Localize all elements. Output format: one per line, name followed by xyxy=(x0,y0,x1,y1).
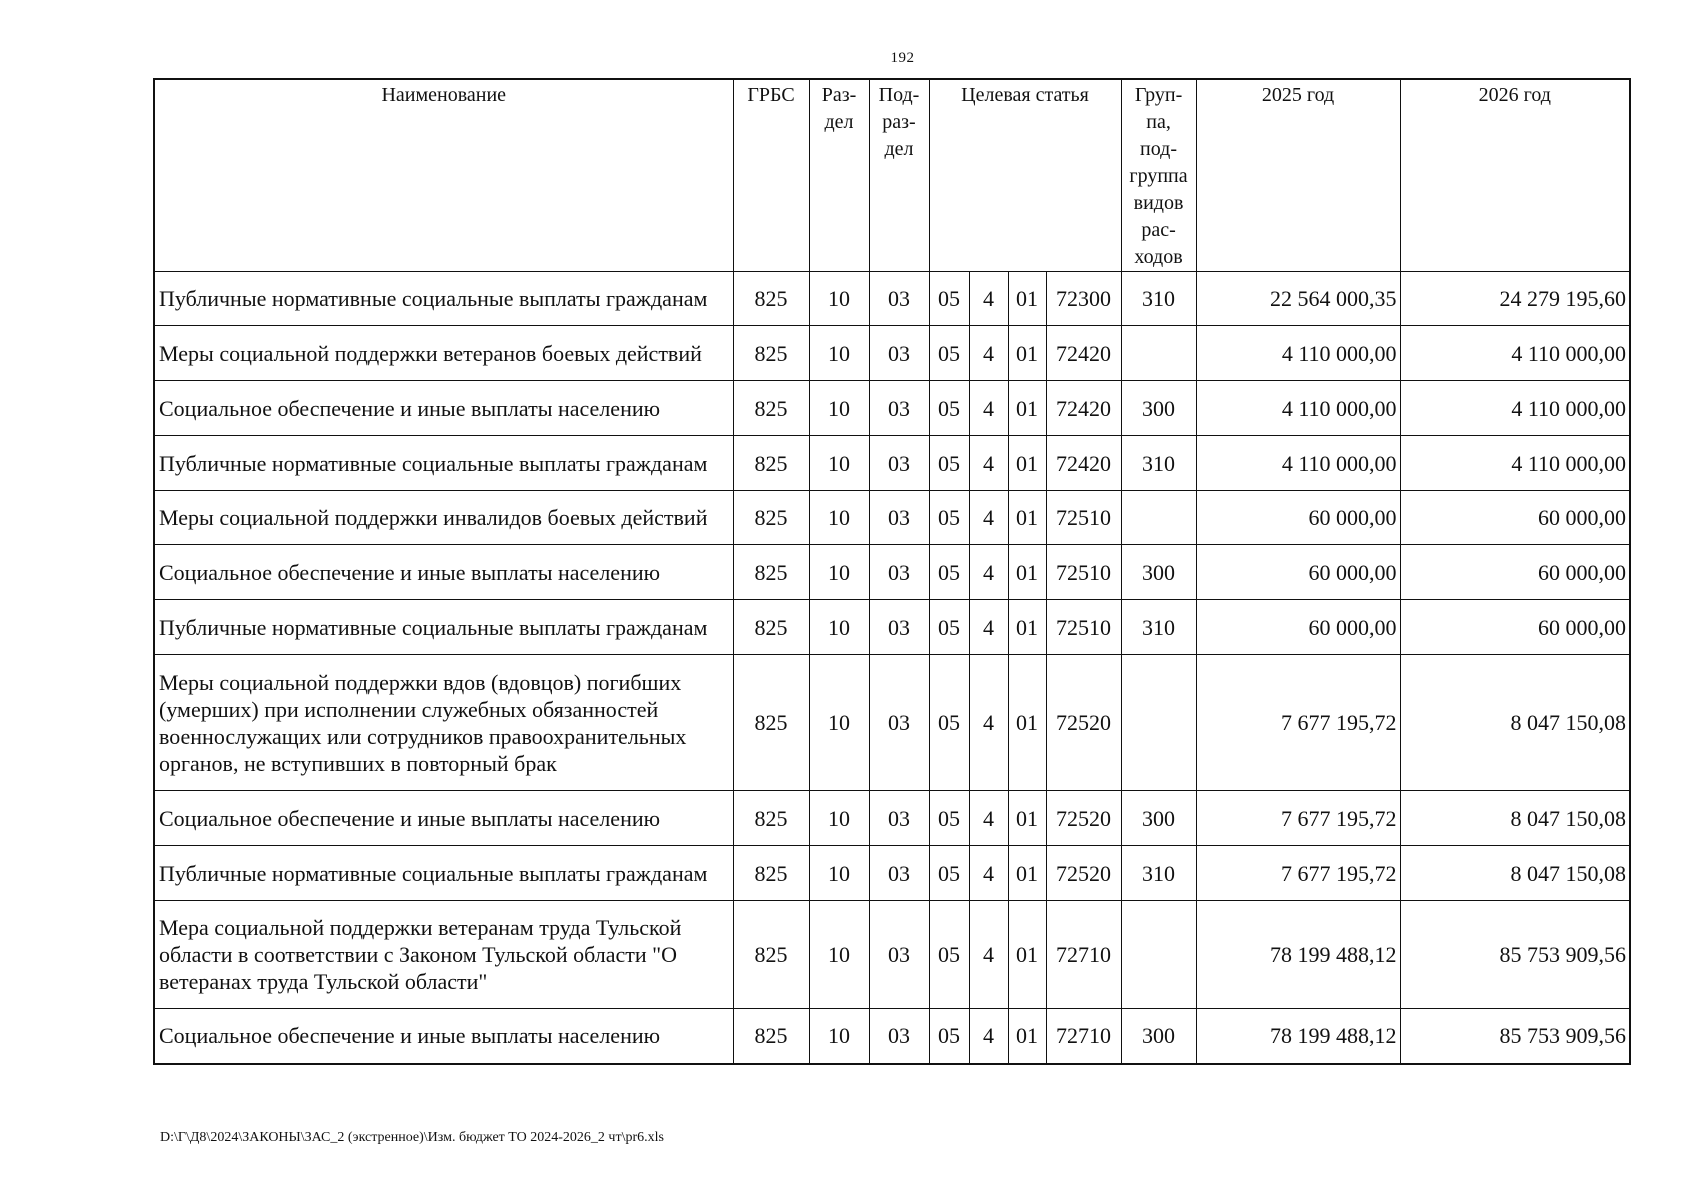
row-amount-2025-cell: 4 110 000,00 xyxy=(1196,326,1400,381)
header-gruppa-vidov-rashodov: Груп- па, под- группа видов рас- ходов xyxy=(1121,79,1196,272)
row-celevaya-part3-cell: 01 xyxy=(1008,491,1046,545)
row-celevaya-part1-cell: 05 xyxy=(929,491,969,545)
row-grbs-cell: 825 xyxy=(733,491,809,545)
row-podrazdel-cell: 03 xyxy=(869,491,929,545)
row-grbs-cell: 825 xyxy=(733,1009,809,1064)
row-celevaya-part4-cell: 72420 xyxy=(1046,436,1121,491)
table-body xyxy=(154,272,1630,1064)
row-grbs-cell: 825 xyxy=(733,846,809,901)
row-gruppa-cell: 310 xyxy=(1121,272,1196,326)
row-razdel-cell: 10 xyxy=(809,791,869,846)
row-razdel-cell: 10 xyxy=(809,436,869,491)
row-grbs-cell: 825 xyxy=(733,600,809,655)
row-celevaya-part3-cell: 01 xyxy=(1008,600,1046,655)
row-razdel-cell: 10 xyxy=(809,600,869,655)
row-gruppa-cell: 300 xyxy=(1121,791,1196,846)
row-celevaya-part4-cell: 72300 xyxy=(1046,272,1121,326)
row-celevaya-part3-cell: 01 xyxy=(1008,381,1046,436)
row-razdel-cell: 10 xyxy=(809,326,869,381)
row-celevaya-part1-cell: 05 xyxy=(929,272,969,326)
row-celevaya-part4-cell: 72420 xyxy=(1046,381,1121,436)
row-amount-2025-cell: 60 000,00 xyxy=(1196,600,1400,655)
row-amount-2025-cell: 7 677 195,72 xyxy=(1196,791,1400,846)
row-amount-2026-cell: 8 047 150,08 xyxy=(1400,846,1630,901)
row-celevaya-part4-cell: 72510 xyxy=(1046,600,1121,655)
row-amount-2025-cell: 7 677 195,72 xyxy=(1196,846,1400,901)
row-razdel-cell: 10 xyxy=(809,1009,869,1064)
row-grbs-cell: 825 xyxy=(733,545,809,600)
row-podrazdel-cell: 03 xyxy=(869,846,929,901)
page-number: 192 xyxy=(890,50,915,66)
row-podrazdel-cell: 03 xyxy=(869,655,929,791)
row-amount-2026-cell: 85 753 909,56 xyxy=(1400,901,1630,1009)
row-podrazdel-cell: 03 xyxy=(869,901,929,1009)
row-celevaya-part4-cell: 72710 xyxy=(1046,901,1121,1009)
row-gruppa-cell xyxy=(1121,326,1196,381)
row-razdel-cell: 10 xyxy=(809,901,869,1009)
row-amount-2025-cell: 60 000,00 xyxy=(1196,491,1400,545)
row-celevaya-part3-cell: 01 xyxy=(1008,1009,1046,1064)
row-celevaya-part1-cell: 05 xyxy=(929,791,969,846)
row-gruppa-cell: 310 xyxy=(1121,436,1196,491)
row-celevaya-part1-cell: 05 xyxy=(929,1009,969,1064)
row-celevaya-part1-cell: 05 xyxy=(929,326,969,381)
row-celevaya-part2-cell: 4 xyxy=(969,436,1008,491)
table-row xyxy=(154,1009,1630,1064)
row-gruppa-cell: 310 xyxy=(1121,846,1196,901)
row-amount-2026-cell: 85 753 909,56 xyxy=(1400,1009,1630,1064)
row-podrazdel-cell: 03 xyxy=(869,272,929,326)
row-razdel-cell: 10 xyxy=(809,545,869,600)
row-celevaya-part1-cell: 05 xyxy=(929,901,969,1009)
footer-file-path: D:\Г\Д8\2024\ЗАКОНЫ\ЗАС_2 (экстренное)\Изм. бюджет ТО 2024-2026_2 чт\pr6.xls xyxy=(160,1130,664,1145)
row-celevaya-part2-cell: 4 xyxy=(969,381,1008,436)
header-razdel: Раз- дел xyxy=(809,79,869,272)
header-year-2025: 2025 год xyxy=(1196,79,1400,272)
row-podrazdel-cell: 03 xyxy=(869,545,929,600)
row-amount-2026-cell: 24 279 195,60 xyxy=(1400,272,1630,326)
row-amount-2026-cell: 4 110 000,00 xyxy=(1400,436,1630,491)
row-celevaya-part4-cell: 72520 xyxy=(1046,655,1121,791)
row-amount-2025-cell: 60 000,00 xyxy=(1196,545,1400,600)
row-amount-2026-cell: 60 000,00 xyxy=(1400,600,1630,655)
row-amount-2025-cell: 78 199 488,12 xyxy=(1196,1009,1400,1064)
row-celevaya-part3-cell: 01 xyxy=(1008,326,1046,381)
table-row xyxy=(154,791,1630,846)
row-razdel-cell: 10 xyxy=(809,491,869,545)
table-header-row xyxy=(154,79,1630,272)
row-celevaya-part1-cell: 05 xyxy=(929,655,969,791)
table-row xyxy=(154,436,1630,491)
row-amount-2026-cell: 4 110 000,00 xyxy=(1400,326,1630,381)
header-podrazdel: Под- раз- дел xyxy=(869,79,929,272)
row-name-cell: Публичные нормативные социальные выплаты гражданам xyxy=(154,600,733,655)
table-row xyxy=(154,655,1630,791)
row-razdel-cell: 10 xyxy=(809,272,869,326)
row-celevaya-part3-cell: 01 xyxy=(1008,436,1046,491)
table-row xyxy=(154,846,1630,901)
row-podrazdel-cell: 03 xyxy=(869,381,929,436)
row-podrazdel-cell: 03 xyxy=(869,436,929,491)
row-amount-2026-cell: 4 110 000,00 xyxy=(1400,381,1630,436)
row-name-cell: Меры социальной поддержки инвалидов боевых действий xyxy=(154,491,733,545)
row-grbs-cell: 825 xyxy=(733,326,809,381)
row-celevaya-part2-cell: 4 xyxy=(969,655,1008,791)
row-gruppa-cell xyxy=(1121,491,1196,545)
row-amount-2025-cell: 22 564 000,35 xyxy=(1196,272,1400,326)
row-celevaya-part1-cell: 05 xyxy=(929,436,969,491)
row-celevaya-part3-cell: 01 xyxy=(1008,272,1046,326)
row-amount-2025-cell: 7 677 195,72 xyxy=(1196,655,1400,791)
row-celevaya-part2-cell: 4 xyxy=(969,326,1008,381)
row-name-cell: Публичные нормативные социальные выплаты гражданам xyxy=(154,436,733,491)
row-amount-2026-cell: 60 000,00 xyxy=(1400,545,1630,600)
table-row xyxy=(154,272,1630,326)
header-year-2026: 2026 год xyxy=(1400,79,1630,272)
row-razdel-cell: 10 xyxy=(809,655,869,791)
row-celevaya-part3-cell: 01 xyxy=(1008,545,1046,600)
row-celevaya-part2-cell: 4 xyxy=(969,791,1008,846)
row-razdel-cell: 10 xyxy=(809,846,869,901)
row-grbs-cell: 825 xyxy=(733,436,809,491)
row-grbs-cell: 825 xyxy=(733,901,809,1009)
row-name-cell: Социальное обеспечение и иные выплаты населению xyxy=(154,1009,733,1064)
row-celevaya-part4-cell: 72510 xyxy=(1046,491,1121,545)
table-row xyxy=(154,326,1630,381)
row-amount-2025-cell: 4 110 000,00 xyxy=(1196,436,1400,491)
row-celevaya-part1-cell: 05 xyxy=(929,381,969,436)
row-amount-2026-cell: 8 047 150,08 xyxy=(1400,791,1630,846)
row-amount-2025-cell: 4 110 000,00 xyxy=(1196,381,1400,436)
row-gruppa-cell: 310 xyxy=(1121,600,1196,655)
table-row xyxy=(154,600,1630,655)
row-razdel-cell: 10 xyxy=(809,381,869,436)
row-celevaya-part1-cell: 05 xyxy=(929,545,969,600)
row-celevaya-part2-cell: 4 xyxy=(969,545,1008,600)
row-celevaya-part2-cell: 4 xyxy=(969,600,1008,655)
row-celevaya-part1-cell: 05 xyxy=(929,600,969,655)
row-celevaya-part4-cell: 72710 xyxy=(1046,1009,1121,1064)
row-amount-2025-cell: 78 199 488,12 xyxy=(1196,901,1400,1009)
row-grbs-cell: 825 xyxy=(733,655,809,791)
row-name-cell: Публичные нормативные социальные выплаты гражданам xyxy=(154,272,733,326)
row-podrazdel-cell: 03 xyxy=(869,791,929,846)
row-grbs-cell: 825 xyxy=(733,272,809,326)
row-podrazdel-cell: 03 xyxy=(869,600,929,655)
table-row xyxy=(154,381,1630,436)
row-name-cell: Меры социальной поддержки ветеранов боевых действий xyxy=(154,326,733,381)
row-celevaya-part4-cell: 72520 xyxy=(1046,791,1121,846)
row-gruppa-cell xyxy=(1121,655,1196,791)
row-name-cell: Публичные нормативные социальные выплаты гражданам xyxy=(154,846,733,901)
row-celevaya-part1-cell: 05 xyxy=(929,846,969,901)
row-name-cell: Меры социальной поддержки вдов (вдовцов) погибших (умерших) при исполнении служебных обязанностей военнослужащих или сотрудников правоохранительных органов, не вступивших в повторный брак xyxy=(154,655,733,791)
row-grbs-cell: 825 xyxy=(733,381,809,436)
row-name-cell: Социальное обеспечение и иные выплаты населению xyxy=(154,381,733,436)
row-podrazdel-cell: 03 xyxy=(869,1009,929,1064)
header-name: Наименование xyxy=(154,79,733,272)
row-celevaya-part3-cell: 01 xyxy=(1008,791,1046,846)
row-gruppa-cell: 300 xyxy=(1121,381,1196,436)
row-celevaya-part2-cell: 4 xyxy=(969,1009,1008,1064)
row-amount-2026-cell: 60 000,00 xyxy=(1400,491,1630,545)
row-podrazdel-cell: 03 xyxy=(869,326,929,381)
budget-table xyxy=(153,78,1631,1065)
table-row xyxy=(154,545,1630,600)
header-celevaya-statya: Целевая статья xyxy=(929,79,1121,272)
row-gruppa-cell: 300 xyxy=(1121,545,1196,600)
row-grbs-cell: 825 xyxy=(733,791,809,846)
row-celevaya-part3-cell: 01 xyxy=(1008,655,1046,791)
row-celevaya-part4-cell: 72510 xyxy=(1046,545,1121,600)
row-name-cell: Социальное обеспечение и иные выплаты населению xyxy=(154,791,733,846)
table-row xyxy=(154,901,1630,1009)
table-row xyxy=(154,491,1630,545)
row-name-cell: Социальное обеспечение и иные выплаты населению xyxy=(154,545,733,600)
row-celevaya-part2-cell: 4 xyxy=(969,491,1008,545)
row-name-cell: Мера социальной поддержки ветеранам труда Тульской области в соответствии с Законом Тульской области "О ветеранах труда Тульской области" xyxy=(154,901,733,1009)
row-celevaya-part2-cell: 4 xyxy=(969,901,1008,1009)
row-celevaya-part2-cell: 4 xyxy=(969,272,1008,326)
row-celevaya-part3-cell: 01 xyxy=(1008,846,1046,901)
row-celevaya-part4-cell: 72420 xyxy=(1046,326,1121,381)
row-celevaya-part2-cell: 4 xyxy=(969,846,1008,901)
row-gruppa-cell: 300 xyxy=(1121,1009,1196,1064)
row-celevaya-part4-cell: 72520 xyxy=(1046,846,1121,901)
row-amount-2026-cell: 8 047 150,08 xyxy=(1400,655,1630,791)
row-celevaya-part3-cell: 01 xyxy=(1008,901,1046,1009)
header-grbs: ГРБС xyxy=(733,79,809,272)
row-gruppa-cell xyxy=(1121,901,1196,1009)
